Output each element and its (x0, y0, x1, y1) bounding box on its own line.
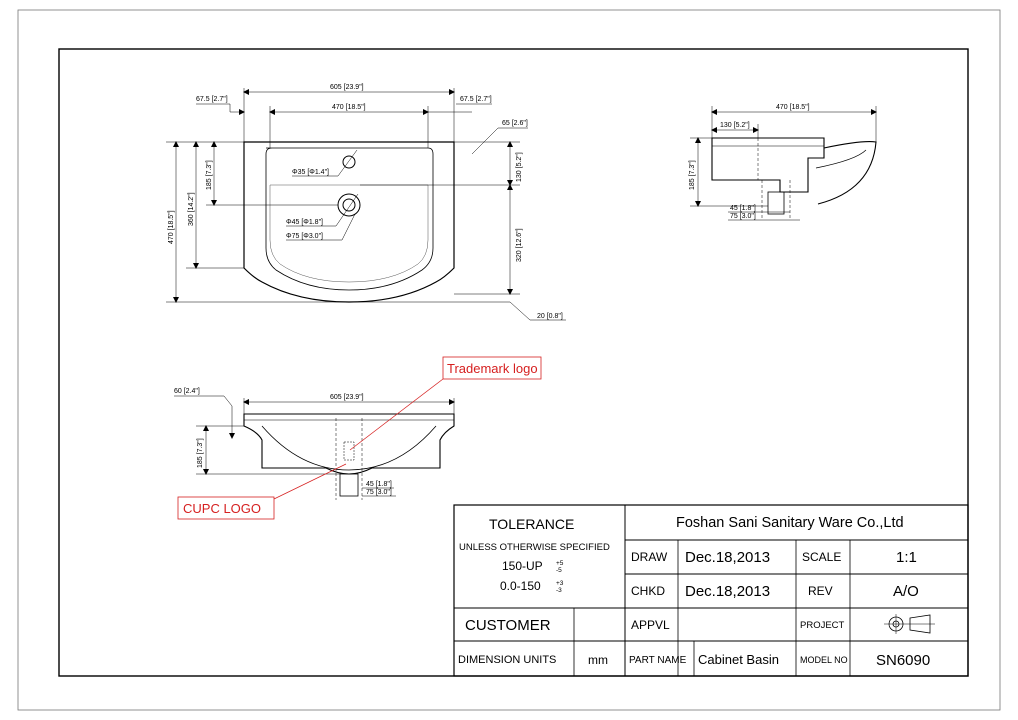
projection-symbol-icon (884, 614, 935, 634)
rev-label: REV (808, 584, 833, 598)
hole-75-label: Φ75 [Φ3.0"] (286, 233, 324, 240)
cupc-callout-text: CUPC LOGO (183, 501, 262, 516)
tolerance-2-minus: -3 (556, 587, 562, 594)
dim-65: 65 [2.6"] (502, 120, 528, 127)
draw-date: Dec.18,2013 (685, 549, 771, 566)
tolerance-1-plus: +5 (556, 560, 564, 567)
front-dim-75: 75 [3.0"] (366, 489, 392, 496)
front-view-dimensions (174, 396, 454, 496)
dim-inner-width: 470 [18.5"] (332, 104, 366, 111)
top-view-dimension-text (168, 84, 563, 320)
tolerance-1-minus: -5 (556, 567, 562, 574)
tolerance-2-plus: +3 (556, 580, 564, 587)
cupc-leader (274, 464, 346, 499)
dim-overall-width: 605 [23.9"] (330, 84, 364, 91)
model-value: SN6090 (876, 652, 931, 669)
company-name: Foshan Sani Sanitary Ware Co.,Ltd (676, 515, 904, 531)
part-name-value: Cabinet Basin (698, 652, 779, 667)
customer-label: CUSTOMER (465, 617, 551, 634)
top-view (244, 142, 454, 302)
model-label: MODEL NO (800, 655, 848, 665)
dim-right-margin: 67.5 [2.7"] (460, 96, 492, 103)
front-view (244, 414, 454, 500)
drain-hole-outer (338, 194, 360, 216)
front-outline (244, 414, 454, 474)
trademark-callout-text: Trademark logo (447, 361, 538, 376)
tolerance-1-range: 150-UP (502, 559, 543, 573)
side-dim-depth: 470 [18.5"] (776, 104, 810, 111)
front-dim-185: 185 [7.3"] (197, 438, 204, 468)
basin-outer-outline (244, 142, 454, 302)
tolerance-note: UNLESS OTHERWISE SPECIFIED (459, 542, 610, 553)
dim-130: 130 [5.2"] (516, 152, 523, 182)
dim-185: 185 [7.3"] (206, 160, 213, 190)
faucet-hole (343, 156, 355, 168)
dim-360: 360 [14.2"] (188, 192, 195, 226)
side-dim-75: 75 [3.0"] (730, 213, 756, 220)
dim-left-margin: 67.5 [2.7"] (196, 96, 228, 103)
tolerance-2-range: 0.0-150 (500, 579, 541, 593)
side-dim-185: 185 [7.3"] (689, 160, 696, 190)
chkd-date: Dec.18,2013 (685, 583, 771, 600)
front-drain-stub (340, 474, 358, 496)
hole-45-label: Φ45 [Φ1.8"] (286, 219, 324, 226)
appvl-label: APPVL (631, 618, 670, 632)
dim-20: 20 [0.8"] (537, 313, 563, 320)
rev-value: A/O (893, 583, 919, 600)
side-drain-stub (768, 192, 784, 214)
front-view-dimension-text (174, 388, 392, 496)
project-label: PROJECT (800, 620, 845, 631)
side-dim-45: 45 [1.8"] (730, 205, 756, 212)
front-bowl-curve (262, 426, 436, 470)
units-label: DIMENSION UNITS (458, 654, 557, 666)
callouts (178, 357, 541, 519)
front-dim-60: 60 [2.4"] (174, 388, 200, 395)
tolerance-title: TOLERANCE (489, 516, 575, 532)
hole-35-label: Φ35 [Φ1.4"] (292, 169, 330, 176)
side-view-dimensions (690, 106, 876, 220)
dim-320: 320 [12.6"] (516, 228, 523, 262)
units-value: mm (588, 653, 608, 667)
front-dim-width: 605 [23.9"] (330, 394, 364, 401)
scale-value: 1:1 (896, 549, 917, 566)
side-bowl-curve (818, 142, 876, 204)
dim-overall-depth: 470 [18.5"] (168, 210, 175, 244)
side-dim-130: 130 [5.2"] (720, 122, 750, 129)
scale-label: SCALE (802, 550, 842, 564)
part-name-label: PART NAME (629, 655, 687, 666)
side-view-dimension-text (689, 104, 810, 220)
draw-label: DRAW (631, 550, 668, 564)
front-dim-45: 45 [1.8"] (366, 481, 392, 488)
chkd-label: CHKD (631, 584, 666, 598)
cupc-logo-mark (344, 442, 354, 460)
